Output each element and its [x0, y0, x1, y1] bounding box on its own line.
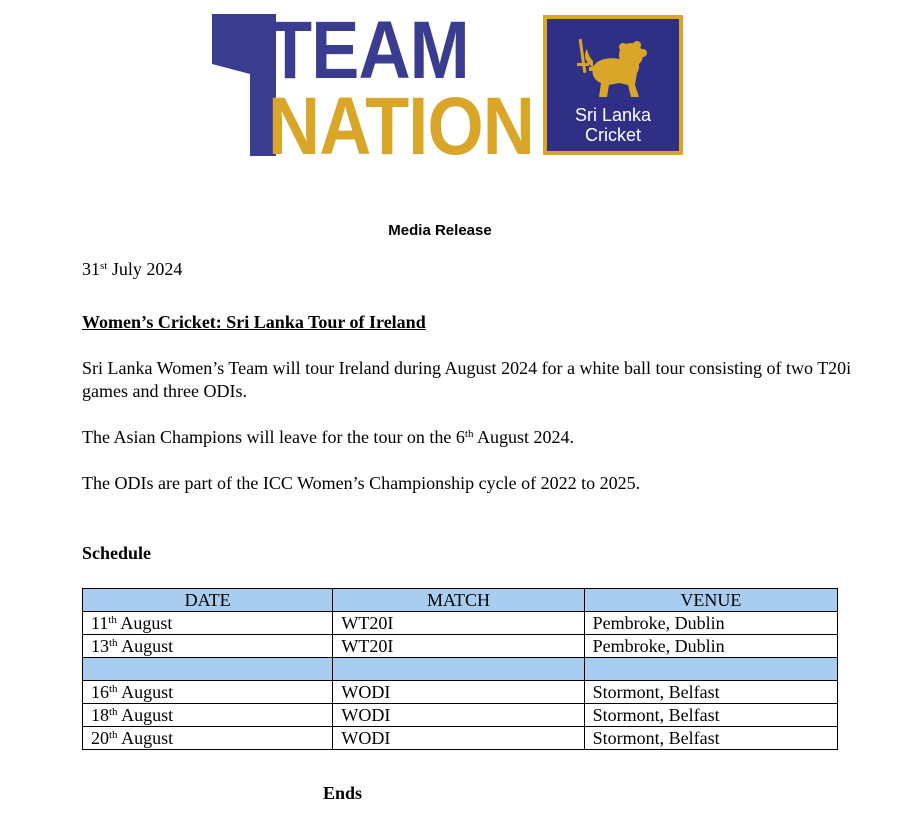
- date-suffix: st: [100, 260, 108, 272]
- day: 11: [91, 613, 109, 633]
- ends-marker: Ends: [323, 783, 363, 803]
- day: 13: [91, 636, 109, 656]
- spacer-cell: [83, 658, 333, 681]
- article-title: Women’s Cricket: Sri Lanka Tour of Ireland: [82, 312, 426, 332]
- day: 16: [91, 682, 109, 702]
- date-cell: [83, 727, 333, 750]
- day: 20: [91, 728, 109, 748]
- paragraph-tour-overview: Sri Lanka Women’s Team will tour Ireland during August 2024 for a white ball tour consisting of two T20i games and three ODIs.: [82, 358, 852, 401]
- venue-cell: Stormont, Belfast: [584, 704, 837, 727]
- day-suffix: th: [109, 683, 118, 695]
- logo-nation-text: NATION: [268, 81, 534, 172]
- table-header-row: [83, 589, 838, 612]
- match-cell: WT20I: [333, 612, 584, 635]
- sri-lanka-cricket-logo: [543, 15, 683, 155]
- departure-suffix: th: [464, 428, 474, 440]
- paragraph-championship: The ODIs are part of the ICC Women’s Championship cycle of 2022 to 2025.: [82, 473, 641, 493]
- badge-line-sri-lanka: Sri Lanka: [574, 105, 652, 125]
- day-suffix: th: [109, 637, 118, 649]
- month: August: [117, 636, 174, 656]
- date-cell: [83, 704, 333, 727]
- month: August: [117, 682, 174, 702]
- venue-cell: Pembroke, Dublin: [584, 635, 837, 658]
- day-suffix: th: [109, 706, 118, 718]
- date-cell: [83, 612, 333, 635]
- date-rest: July 2024: [107, 259, 183, 279]
- header-date: DATE: [83, 589, 333, 612]
- month: August: [117, 728, 174, 748]
- table-row: [83, 612, 838, 635]
- lion-emblem-icon: [575, 37, 649, 103]
- venue-cell: Stormont, Belfast: [584, 681, 837, 704]
- date-cell: [83, 681, 333, 704]
- date-cell: [83, 635, 333, 658]
- badge-line-cricket: Cricket: [584, 125, 641, 145]
- header-venue: VENUE: [584, 589, 837, 612]
- schedule-table: [82, 588, 838, 750]
- departure-text-after: August 2024.: [473, 427, 574, 447]
- departure-text-before: The Asian Champions will leave for the tour on the 6: [82, 427, 465, 447]
- table-row: [83, 681, 838, 704]
- header-match: MATCH: [333, 589, 584, 612]
- match-cell: WODI: [333, 704, 584, 727]
- release-date: [82, 258, 852, 281]
- day-suffix: th: [109, 729, 118, 741]
- table-row: [83, 727, 838, 750]
- logo-team-text: TEAM: [268, 5, 469, 96]
- venue-cell: Stormont, Belfast: [584, 727, 837, 750]
- spacer-cell: [584, 658, 837, 681]
- table-row: [83, 635, 838, 658]
- venue-cell: Pembroke, Dublin: [584, 612, 837, 635]
- spacer-cell: [333, 658, 584, 681]
- match-cell: WT20I: [333, 635, 584, 658]
- table-row: [83, 704, 838, 727]
- month: August: [117, 705, 174, 725]
- match-cell: WODI: [333, 727, 584, 750]
- media-release-heading: Media Release: [388, 222, 492, 239]
- schedule-label: Schedule: [82, 543, 152, 563]
- day-suffix: th: [108, 614, 117, 626]
- paragraph-departure: [82, 426, 852, 449]
- date-day: 31: [82, 259, 100, 279]
- day: 18: [91, 705, 109, 725]
- table-spacer-row: [83, 658, 838, 681]
- match-cell: WODI: [333, 681, 584, 704]
- month: August: [116, 613, 173, 633]
